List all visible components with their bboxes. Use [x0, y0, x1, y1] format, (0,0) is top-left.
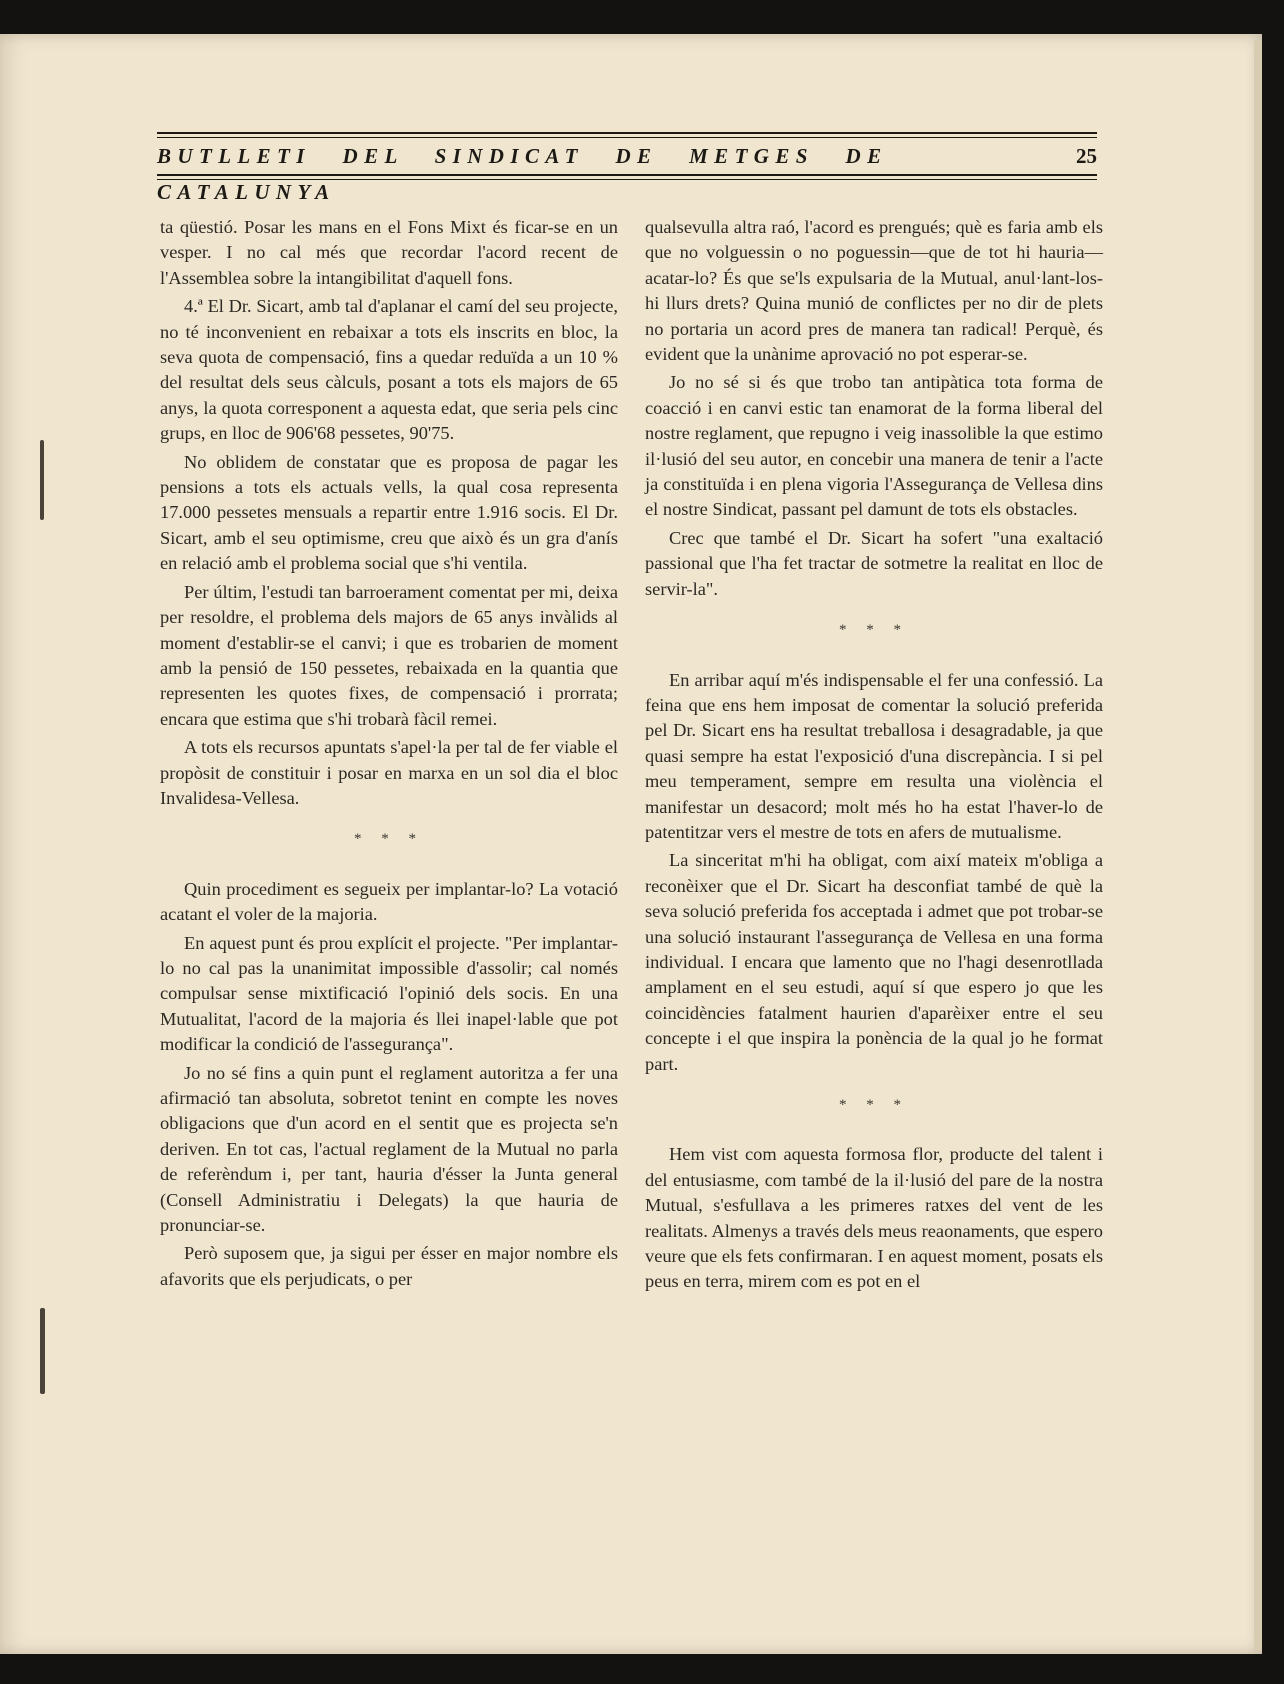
- paragraph: Jo no sé si és que trobo tan antipàtica tota forma de coacció i en canvi estic tan enamorat de la forma liberal del nostre reglament, que repugno i veig inassolible la que estimo il·lusió del seu autor, en concebir una manera de tenir a l'acte ja constituïda i en plena vigoria l'Assegurança de Vellesa dins el nostre Sindicat, passant pel damunt de tots els obstacles.: [645, 372, 1103, 520]
- left-column: [160, 215, 618, 1295]
- binding-mark-top: [40, 440, 44, 520]
- section-separator: * * *: [839, 622, 909, 639]
- page-number: 25: [1076, 144, 1097, 168]
- paragraph: Hem vist com aquesta formosa flor, producte del talent i del entusiasme, com també de la il·lusió del pare de la nostra Mutual, s'esfullava a les primeres ratxes del vent de les realitats. Almenys a través dels meus reaonaments, que espero veure que els fets confirmaran. I en aquest moment, posats els peus en terra, mirem com es pot en el: [645, 1144, 1103, 1292]
- paper-edge: [1254, 40, 1262, 1650]
- paragraph: qualsevulla altra raó, l'acord es prengués; què es faria amb els que no volguessin o no poguessin—que de tot hi hauria—acatar-lo? És que se'ls expulsaria de la Mutual, anul·lant-los-hi llurs drets? Quina munió de conflictes per no dir de plets no portaria un acord pres de manera tan radical! Perquè, és evident que la unànime aprovació no pot esperar-se.: [645, 217, 1103, 365]
- paragraph: 4.ª El Dr. Sicart, amb tal d'aplanar el camí del seu projecte, no té inconvenient en rebaixar a tots els inscrits en bloc, la seva quota de compensació, fins a quedar reduïda a un 10 % del resultat dels seus càlculs, posant a tots els majors de 65 anys, la quota corresponent a aquesta edat, que seria pels cinc grups, en lloc de 906'68 pessetes, 90'75.: [160, 296, 618, 444]
- paragraph: En aquest punt és prou explícit el projecte. "Per implantar-lo no cal pas la unanimitat impossible d'assolir; cal només compulsar sense mixtificació l'opinió dels socis. En una Mutualitat, l'acord de la majoria és llei inapel·lable que pot modificar la condició de l'assegurança".: [160, 932, 618, 1055]
- paragraph: Quin procediment es segueix per implantar-lo? La votació acatant el voler de la majoria.: [160, 878, 618, 925]
- paragraph: Jo no sé fins a quin punt el reglament autoritza a fer una afirmació tan absoluta, sobretot tenint en compte les noves obligacions que d'un acord en el sentit que es projecta se'n deriven. En tot cas, l'actual reglament de la Mutual no parla de referèndum i, per tant, hauria d'ésser la Junta general (Consell Administratiu i Delegats) la que hauria de pronunciar-se.: [160, 1062, 618, 1236]
- paragraph: Però suposem que, ja sigui per ésser en major nombre els afavorits que els perjudicats, o per: [160, 1243, 618, 1289]
- paragraph: Per últim, l'estudi tan barroerament comentat per mi, deixa per resoldre, el problema dels majors de 65 anys invàlids al moment d'establir-se el canvi; i que es trobarien de moment amb la pensió de 150 pessetes, rebaixada en la quantia que representen les quotes fixes, de compensació i prorrata; encara que estima que s'hi trobarà fàcil remei.: [160, 581, 618, 729]
- right-column: [645, 215, 1103, 1298]
- paragraph: Crec que també el Dr. Sicart ha sofert "una exaltació passional que l'ha fet tractar de sotmetre la realitat en lloc de servir-la".: [645, 527, 1103, 599]
- paragraph: La sinceritat m'hi ha obligat, com així mateix m'obliga a reconèixer que el Dr. Sicart ha desconfiat també de què la seva solució preferida fos acceptada i admet que pot trobar-se una solució instaurant l'assegurança de Vellesa en una forma individual. I encara que lamento que no l'hagi desenrotllada amplament en el seu estudi, aquí sí que espero jo que les coincidències fatalment haurien d'aparèixer entre el seu concepte i el que inspira la ponència de la qual jo he format part.: [645, 850, 1103, 1074]
- binding-mark-bottom: [40, 1308, 45, 1394]
- paragraph: ta qüestió. Posar les mans en el Fons Mixt és ficar-se en un vesper. I no cal més que recordar l'acord recent de l'Assemblea sobre la intangibilitat d'aquell fons.: [160, 217, 618, 288]
- section-separator: * * *: [354, 831, 424, 848]
- running-header: [157, 132, 1097, 204]
- paragraph: No oblidem de constatar que es proposa de pagar les pensions a tots els actuals vells, la qual cosa representa 17.000 pessetes mensuals a repartir entre 1.916 socis. El Dr. Sicart, amb el seu optimisme, creu que això és un gra d'anís en relació amb el problema social que s'hi ventila.: [160, 451, 618, 574]
- paragraph: A tots els recursos apuntats s'apel·la per tal de fer viable el propòsit de constituir i posar en marxa en un sol dia el bloc Invalidesa-Vellesa.: [160, 737, 618, 808]
- section-separator: * * *: [839, 1097, 909, 1113]
- running-title: BUTLLETI DEL SINDICAT DE METGES DE CATALUNYA: [157, 144, 888, 204]
- paragraph: En arribar aquí m'és indispensable el fer una confessió. La feina que ens hem imposat de comentar la solució preferida pel Dr. Sicart ens ha resultat treballosa i desagradable, ja que quasi sempre ha estat l'exposició d'una discrepància. I si pel meu temperament, sempre em resulta una violència el manifestar un desacord; molt més ho ha estat l'haver-lo de patentitzar vers el mestre de tots en afers de mutualisme.: [645, 669, 1103, 842]
